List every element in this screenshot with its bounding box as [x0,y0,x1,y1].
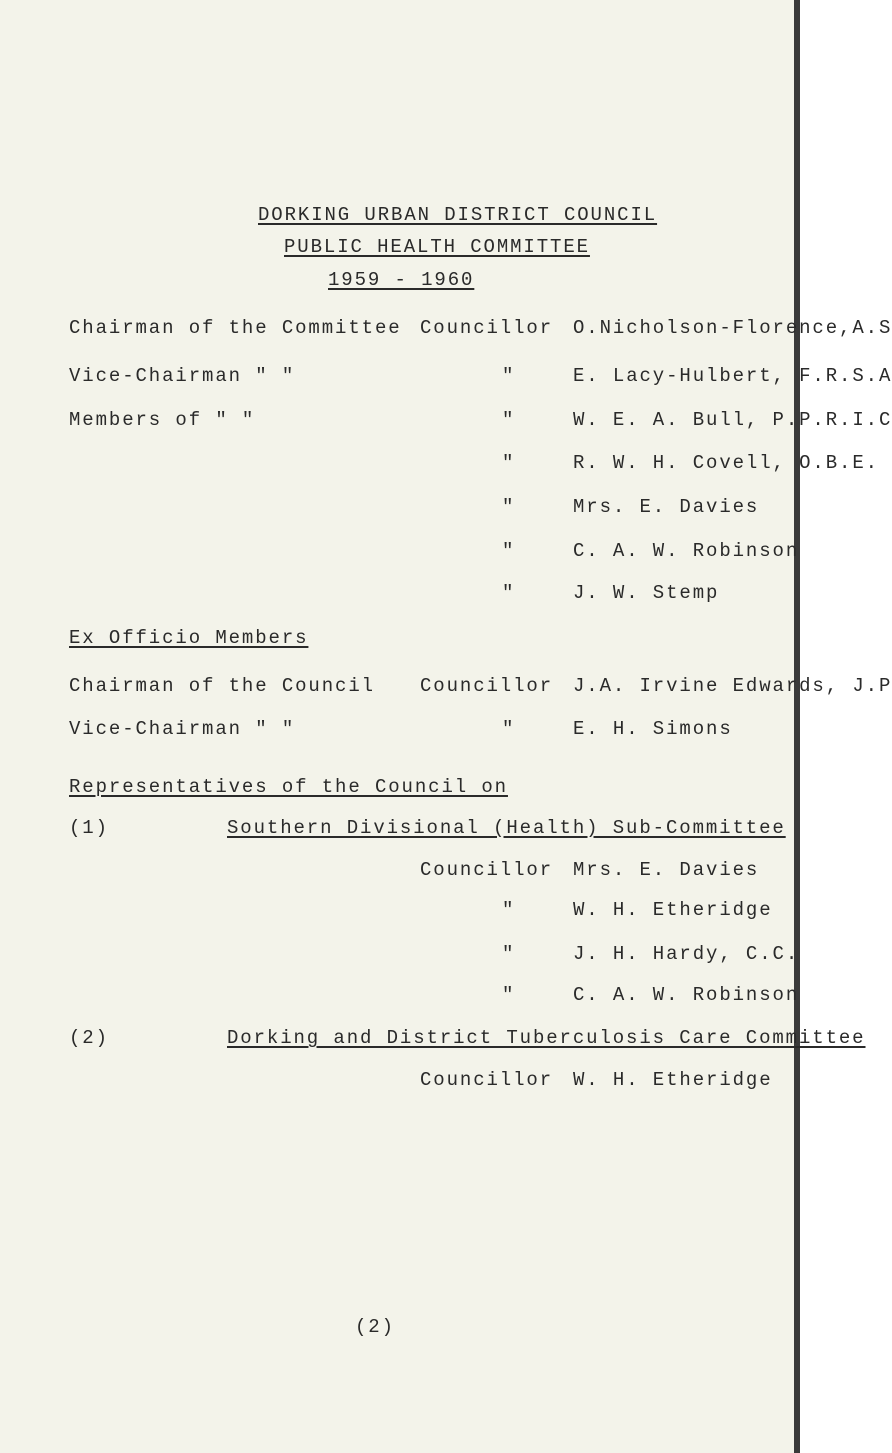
member-name: R. W. H. Covell, O.B.E. [573,452,879,474]
council-title: DORKING URBAN DISTRICT COUNCIL [258,204,658,226]
title-label: " [502,718,516,740]
page-number: (2) [355,1316,395,1338]
committee-title: PUBLIC HEALTH COMMITTEE [284,236,590,258]
title-label: " [502,409,516,431]
title-label: Councillor [420,859,554,881]
role-label: Chairman of the Committee [69,317,402,339]
member-name: Mrs. E. Davies [573,496,760,518]
member-name: E. Lacy-Hulbert, F.R.S.A [573,365,892,387]
title-label: " [502,984,516,1006]
member-name: C. A. W. Robinson [573,540,800,562]
title-label: " [502,943,516,965]
ex-officio-heading: Ex Officio Members [69,627,309,649]
title-label: Councillor [420,317,554,339]
role-label: Vice-Chairman " " [69,718,296,740]
scan-edge [794,0,800,1453]
member-name: C. A. W. Robinson [573,984,800,1006]
member-name: J. W. Stemp [573,582,720,604]
group-number: (2) [69,1027,109,1049]
role-label: Members of " " [69,409,256,431]
member-name: J. H. Hardy, C.C. [573,943,800,965]
title-label: " [502,452,516,474]
member-name: Mrs. E. Davies [573,859,760,881]
title-label: Councillor [420,1069,554,1091]
title-label: " [502,899,516,921]
group-name: Dorking and District Tuberculosis Care Committee [227,1027,866,1049]
role-label: Vice-Chairman " " [69,365,296,387]
group-number: (1) [69,817,109,839]
group-name: Southern Divisional (Health) Sub-Committee [227,817,786,839]
title-label: Councillor [420,675,554,697]
member-name: E. H. Simons [573,718,733,740]
member-name: O.Nicholson-Florence,A.S [573,317,892,339]
member-name: W. H. Etheridge [573,1069,773,1091]
member-name: J.A. Irvine Edwards, J.P [573,675,892,697]
title-label: " [502,540,516,562]
member-name: W. E. A. Bull, P.P.R.I.C [573,409,892,431]
representatives-heading: Representatives of the Council on [69,776,508,798]
year: 1959 - 1960 [328,269,475,291]
member-name: W. H. Etheridge [573,899,773,921]
role-label: Chairman of the Council [69,675,375,697]
title-label: " [502,582,516,604]
title-label: " [502,496,516,518]
title-label: " [502,365,516,387]
